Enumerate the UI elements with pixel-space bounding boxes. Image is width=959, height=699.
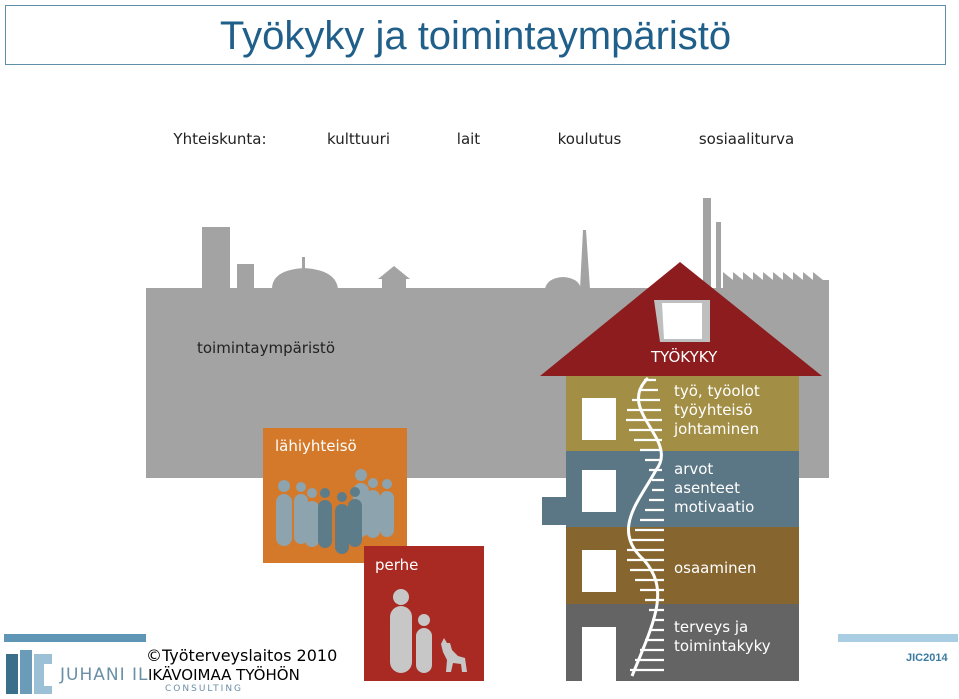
balcony <box>542 497 570 525</box>
society-label: lait <box>456 129 481 148</box>
logo-subtitle: CONSULTING <box>165 684 244 694</box>
company-logo-icon <box>6 650 56 696</box>
floor-line: motivaatio <box>674 498 755 516</box>
family-label: perhe <box>375 556 419 574</box>
footer-code: JIC2014 <box>906 652 948 664</box>
society-label: kulttuuri <box>326 129 390 148</box>
society-label: koulutus <box>557 129 622 148</box>
roof-label: TYÖKYKY <box>651 348 718 366</box>
floor-line: toimintakyky <box>674 637 771 655</box>
floor-line: osaaminen <box>674 559 757 577</box>
roof-window-pane <box>662 303 702 339</box>
logo-name: JUHANI IL <box>60 665 149 685</box>
page-title: Työkyky ja toimintaympäristö <box>219 14 732 58</box>
society-label: Yhteiskunta: <box>173 129 267 148</box>
floor-line: terveys ja <box>674 618 749 636</box>
community-label: lähiyhteisö <box>275 437 357 455</box>
footer-accent-right <box>838 634 958 642</box>
floor-line: työ, työolot <box>674 382 760 400</box>
floor-line: asenteet <box>674 479 740 497</box>
floor-skills-text <box>674 559 756 578</box>
floor-line: arvot <box>674 460 714 478</box>
environment-label: toimintaympäristö <box>197 339 335 357</box>
copyright-text: ©Työterveyslaitos 2010 <box>146 646 338 665</box>
floor-health-text <box>674 618 771 656</box>
floor-line: työyhteisö <box>674 401 753 419</box>
footer-accent-left <box>4 634 146 642</box>
floor-line: johtaminen <box>674 420 759 438</box>
logo-tagline: IKÄVOIMAA TYÖHÖN <box>148 666 300 684</box>
floor-values-text <box>674 460 754 517</box>
society-label: sosiaaliturva <box>698 129 795 148</box>
floor-work-text <box>674 382 760 439</box>
